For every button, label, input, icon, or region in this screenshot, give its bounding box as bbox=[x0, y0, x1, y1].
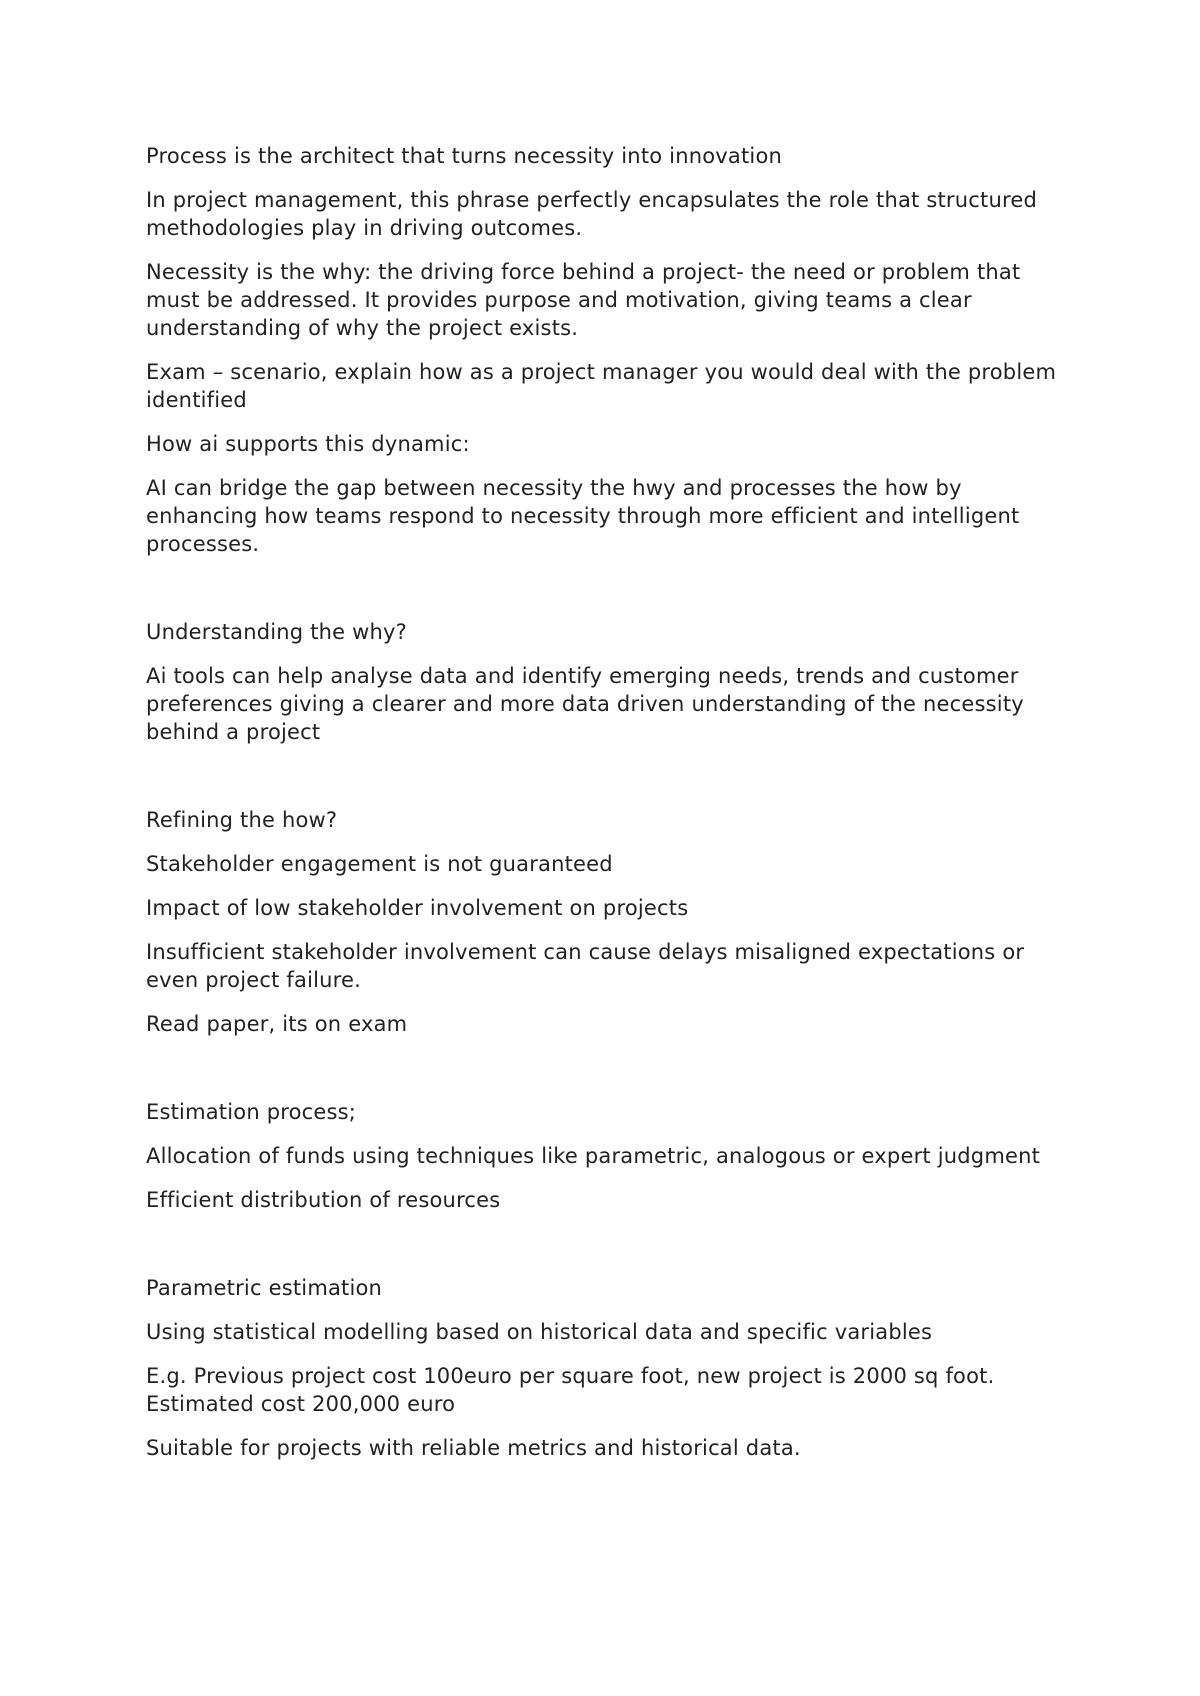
blank-line bbox=[146, 762, 1066, 806]
heading-process-architect: Process is the architect that turns necessity into innovation bbox=[146, 144, 782, 168]
paragraph-impact-low-involvement: Impact of low stakeholder involvement on projects bbox=[146, 896, 689, 920]
blank-line bbox=[146, 574, 1066, 618]
heading-understanding-why: Understanding the why? bbox=[146, 620, 407, 644]
blank-line bbox=[146, 1230, 1066, 1274]
paragraph-ai-tools: Ai tools can help analyse data and identify emerging needs, trends and customer preferences giving a clearer and more data driven understanding of the necessity behind a project bbox=[146, 664, 1024, 744]
paragraph-efficient-distribution: Efficient distribution of resources bbox=[146, 1188, 501, 1212]
paragraph-example-cost: E.g. Previous project cost 100euro per square foot, new project is 2000 sq foot. Estimated cost 200,000 euro bbox=[146, 1364, 995, 1416]
heading-estimation-process: Estimation process; bbox=[146, 1100, 357, 1124]
paragraph-necessity-why: Necessity is the why: the driving force behind a project- the need or problem that must be addressed. It provides purpose and motivation, giving teams a clear understanding of why the project exists. bbox=[146, 260, 1021, 340]
paragraph-exam-scenario: Exam – scenario, explain how as a project manager you would deal with the problem identified bbox=[146, 360, 1057, 412]
heading-refining-how: Refining the how? bbox=[146, 808, 338, 832]
paragraph-read-paper: Read paper, its on exam bbox=[146, 1012, 408, 1036]
paragraph-suitable-projects: Suitable for projects with reliable metrics and historical data. bbox=[146, 1436, 801, 1460]
document-page bbox=[146, 142, 1066, 1478]
blank-line bbox=[146, 1054, 1066, 1098]
paragraph-statistical-modelling: Using statistical modelling based on historical data and specific variables bbox=[146, 1320, 933, 1344]
heading-parametric-estimation: Parametric estimation bbox=[146, 1276, 383, 1300]
paragraph-project-management: In project management, this phrase perfectly encapsulates the role that structured methodologies play in driving outcomes. bbox=[146, 188, 1037, 240]
paragraph-insufficient-involvement: Insufficient stakeholder involvement can cause delays misaligned expectations or even project failure. bbox=[146, 940, 1025, 992]
paragraph-allocation-funds: Allocation of funds using techniques like parametric, analogous or expert judgment bbox=[146, 1144, 1041, 1168]
paragraph-ai-bridge: AI can bridge the gap between necessity the hwy and processes the how by enhancing how teams respond to necessity through more efficient and intelligent processes. bbox=[146, 476, 1020, 556]
heading-ai-supports: How ai supports this dynamic: bbox=[146, 432, 470, 456]
paragraph-stakeholder-engagement: Stakeholder engagement is not guaranteed bbox=[146, 852, 613, 876]
